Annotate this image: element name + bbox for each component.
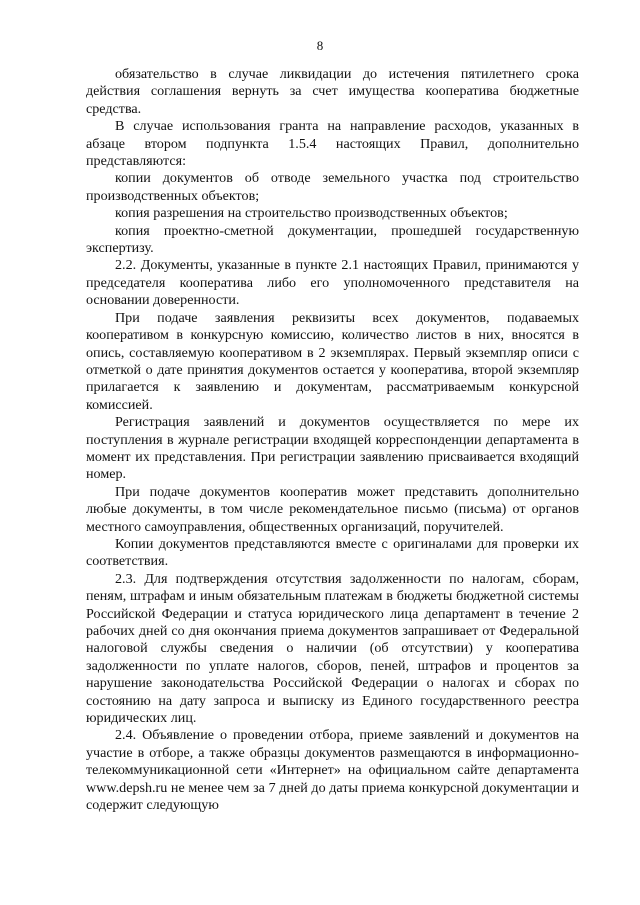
paragraph-liquidation-obligation: обязательство в случае ликвидации до истечения пятилетнего срока действия соглашения вернуть за счет имущества кооператива бюджетные средства. [86, 66, 579, 117]
paragraph-registration: Регистрация заявлений и документов осуществляется по мере их поступления в журнале регистрации входящей корреспонденции департамента в момент их представления. При регистрации заявлению присваивается входящий номер. [86, 414, 579, 483]
paragraph-construction-permit: копия разрешения на строительство производственных объектов; [115, 205, 508, 222]
paragraph-land-documents: копии документов об отводе земельного участка под строительство производственных объектов; [86, 170, 579, 204]
paragraph-project-documentation: копия проектно-сметной документации, прошедшей государственную экспертизу. [86, 222, 579, 257]
page-number: 8 [316, 38, 324, 53]
paragraph-section-2-2: 2.2. Документы, указанные в пункте 2.1 настоящих Правил, принимаются у председателя кооператива либо его уполномоченного представителя на основании доверенности. [86, 257, 579, 309]
paragraph-section-2-4: 2.4. Объявление о проведении отбора, приеме заявлений и документов на участие в отборе, а также образцы документов размещаются в информационно-телекоммуникационной сети «Интернет» на официальном сайте департамента www.depsh.ru не менее чем за 7 дней до даты приема конкурсной документации и содержит следующую [86, 727, 579, 814]
body-text [86, 66, 579, 814]
paragraph-section-2-3: 2.3. Для подтверждения отсутствия задолженности по налогам, сборам, пеням, штрафам и иным обязательным платежам в бюджеты бюджетной системы Российской Федерации и статуса юридического лица департамент в течение 2 рабочих дней со дня окончания приема документов запрашивает от Федеральной налоговой службы сведения о наличии (об отсутствии) у кооператива задолженности по уплате налогов, сборов, пеней, штрафов и процентов за нарушение законодательства Российской Федерации о налогах и сборах по состоянию на дату запроса и выписку из Единого государственного реестра юридических лиц. [86, 570, 579, 727]
paragraph-additional-documents: При подаче документов кооператив может представить дополнительно любые документы, в том числе рекомендательное письмо (письма) от органов местного самоуправления, общественных организаций, поручителей. [86, 483, 579, 535]
paragraph-grant-usage: В случае использования гранта на направление расходов, указанных в абзаце втором подпункта 1.5.4 настоящих Правил, дополнительно представляются: [86, 118, 579, 170]
paragraph-copies: Копии документов представляются вместе с оригиналами для проверки их соответствия. [86, 535, 579, 570]
paragraph-inventory: При подаче заявления реквизиты всех документов, подаваемых кооперативом в конкурсную комиссию, количество листов в них, вносятся в опись, составляемую кооперативом в 2 экземплярах. Первый экземпляр описи с отметкой о дате принятия документов остается у кооператива, второй экземпляр прилагается к заявлению и документам, рассматриваемым конкурсной комиссией. [86, 309, 579, 413]
